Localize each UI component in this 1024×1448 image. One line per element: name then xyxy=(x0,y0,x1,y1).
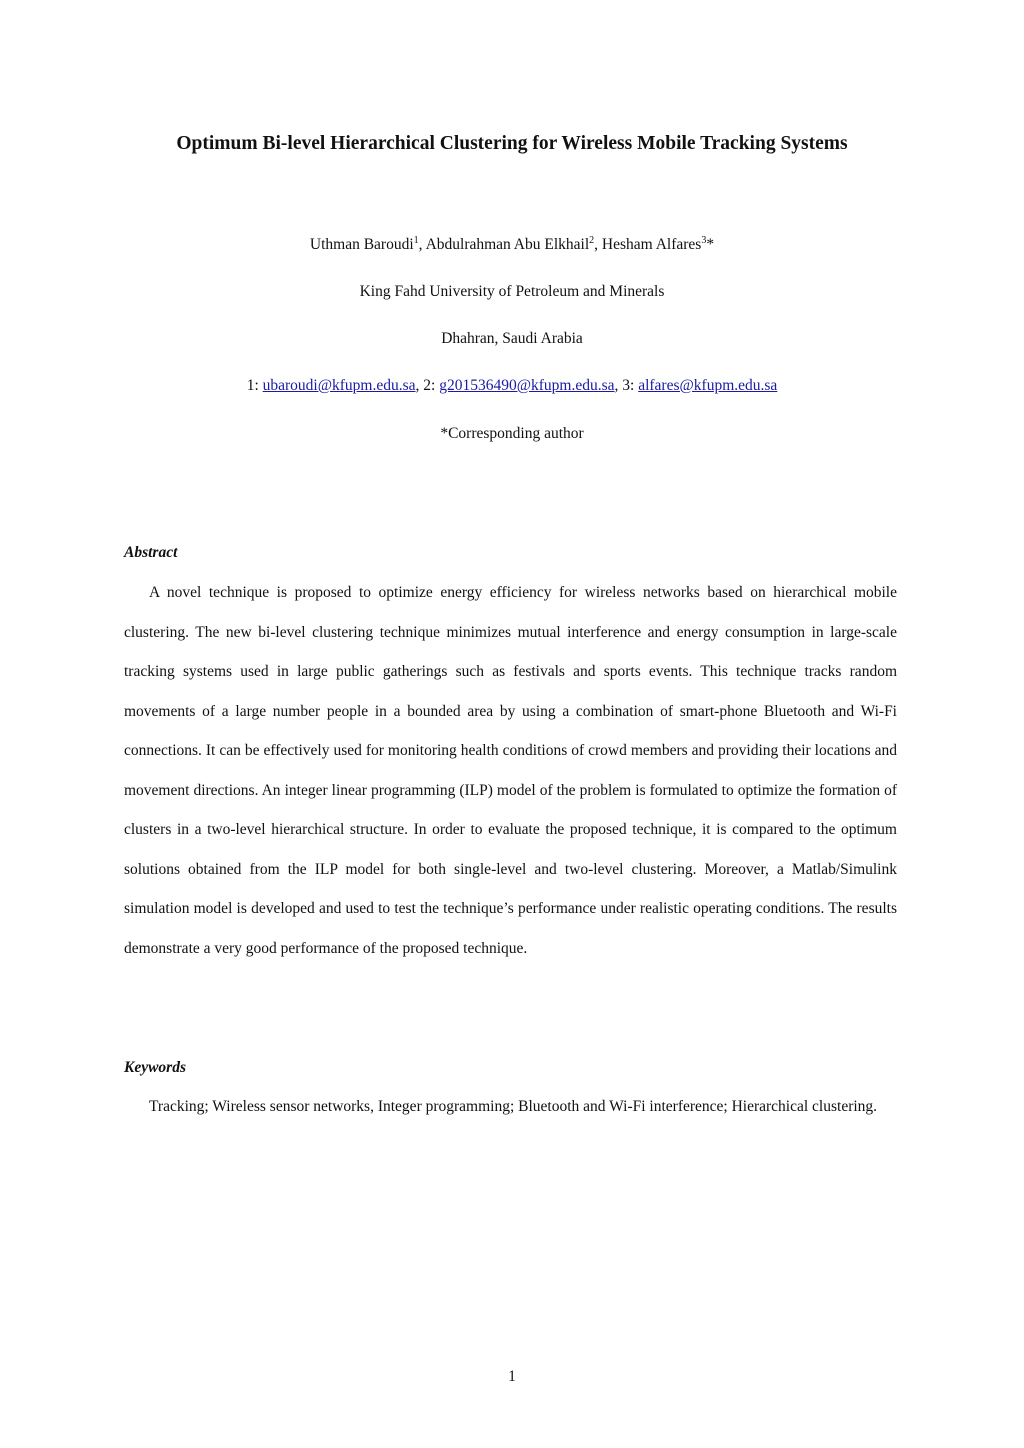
author-name: Hesham Alfares xyxy=(601,236,702,253)
paper-title: Optimum Bi-level Hierarchical Clustering for Wireless Mobile Tracking Systems xyxy=(176,133,848,154)
email-line xyxy=(0,375,1024,397)
email-link[interactable]: g201536490@kfupm.edu.sa xyxy=(439,377,615,394)
author-affiliation-mark: 3 xyxy=(701,235,707,246)
author-line xyxy=(0,234,1024,256)
email-link[interactable]: ubaroudi@kfupm.edu.sa xyxy=(262,377,416,394)
email-prefix: 2: xyxy=(423,377,440,394)
email-separator: , xyxy=(415,377,424,394)
email-prefix: 1: xyxy=(246,377,263,394)
abstract-text: A novel technique is proposed to optimize energy efficiency for wireless networks based on hierarchical mobile clustering. The new bi-level clustering technique minimizes mutual interference and energy consumption in large-scale tracking systems used in large public gatherings such as festivals and sports events. This technique tracks random movements of a large number people in a bounded area by using a combination of smart-phone Bluetooth and Wi-Fi connections. It can be effectively used for monitoring health conditions of crowd members and providing their locations and movement directions. An integer linear programming (ILP) model of the problem is formulated to optimize the formation of clusters in a two-level hierarchical structure. In order to evaluate the proposed technique, it is compared to the optimum solutions obtained from the ILP model for both single-level and two-level clustering. Moreover, a Matlab/Simulink simulation model is developed and used to test the technique’s performance under realistic operating conditions. The results demonstrate a very good performance of the proposed technique. xyxy=(124,584,897,957)
author-affiliation-mark: 1 xyxy=(413,235,419,246)
author-separator: , xyxy=(418,236,426,253)
keywords-text: Tracking; Wireless sensor networks, Integer programming; Bluetooth and Wi-Fi interference; Hierarchical clustering. xyxy=(149,1098,878,1115)
email-separator: , xyxy=(614,377,623,394)
abstract-heading: Abstract xyxy=(124,544,178,561)
author-name: Uthman Baroudi xyxy=(309,236,414,253)
location: Dhahran, Saudi Arabia xyxy=(441,330,583,347)
email-link[interactable]: alfares@kfupm.edu.sa xyxy=(638,377,778,394)
author-affiliation-mark: 2 xyxy=(589,235,595,246)
author-name: Abdulrahman Abu Elkhail xyxy=(425,236,590,253)
email-prefix: 3: xyxy=(622,377,639,394)
affiliation: King Fahd University of Petroleum and Minerals xyxy=(359,283,665,300)
page-number: 1 xyxy=(508,1368,516,1385)
keywords-heading: Keywords xyxy=(124,1059,186,1076)
author-separator: , xyxy=(594,236,602,253)
corresponding-star: * xyxy=(706,236,715,253)
corresponding-author-note: *Corresponding author xyxy=(440,425,584,442)
